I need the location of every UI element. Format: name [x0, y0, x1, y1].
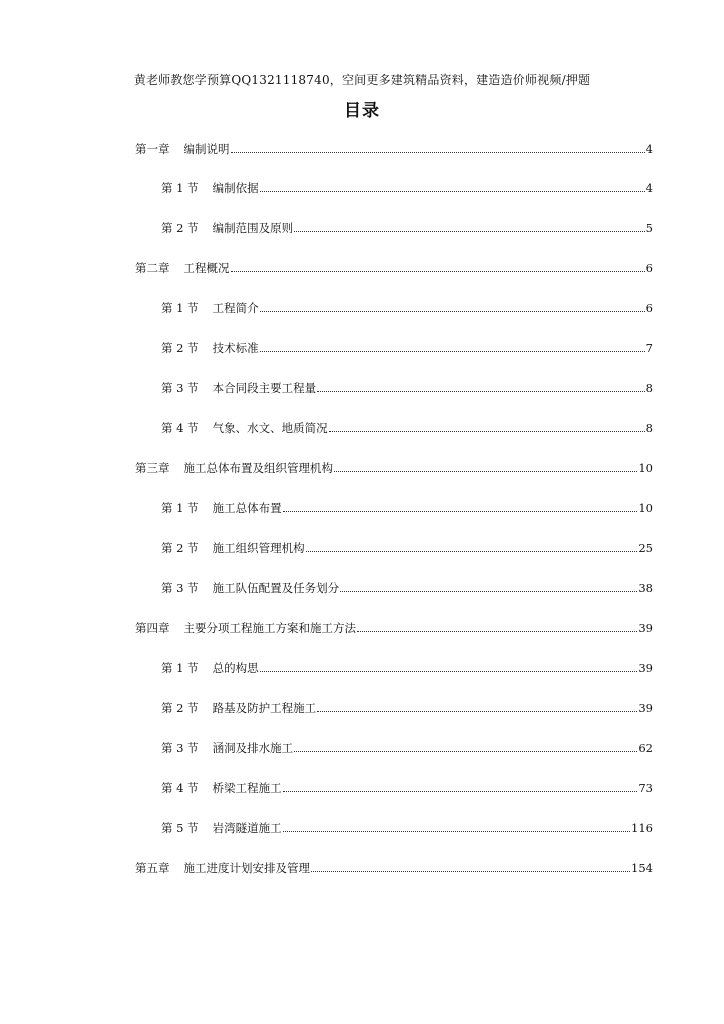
toc-entry-title: 施工队伍配置及任务划分 [212, 581, 340, 595]
toc-entry-title: 施工组织管理机构 [212, 541, 305, 555]
toc-entry-page: 5 [645, 221, 653, 235]
toc-entry-section-2-3[interactable] [161, 380, 653, 398]
toc-entry-title: 总的构思 [212, 661, 259, 675]
toc-entry-page: 4 [645, 142, 653, 156]
toc-entry-label: 第 2 节 [161, 221, 199, 235]
toc-entry-label: 第 3 节 [161, 581, 199, 595]
toc-entry-section-2-4[interactable] [161, 420, 653, 438]
toc-entry-chapter-5[interactable] [135, 860, 653, 878]
toc-entry-title: 本合同段主要工程量 [212, 381, 317, 395]
dot-leader [283, 511, 638, 512]
toc-entry-page: 8 [645, 421, 653, 435]
dot-leader [294, 751, 637, 752]
toc-entry-label: 第 2 节 [161, 341, 199, 355]
toc-entry-title: 岩湾隧道施工 [212, 821, 282, 835]
toc-entry-page: 39 [638, 701, 653, 715]
page-header: 黄老师教您学预算QQ1321118740，空间更多建筑精品资料，建造造价师视频/押题 [133, 73, 591, 87]
toc-entry-label: 第一章 [135, 142, 170, 156]
toc-entry-chapter-3[interactable] [135, 460, 653, 478]
toc-entry-title: 编制说明 [183, 142, 230, 156]
toc-entry-title: 技术标准 [212, 341, 259, 355]
toc-entry-title: 涵洞及排水施工 [212, 741, 294, 755]
toc-entry-page: 62 [638, 741, 653, 755]
toc-entry-section-3-3[interactable] [161, 580, 653, 598]
toc-entry-label: 第四章 [135, 621, 170, 635]
toc-entry-chapter-1[interactable] [135, 141, 653, 159]
toc-entry-label: 第 1 节 [161, 501, 199, 515]
toc-entry-section-2-1[interactable] [161, 300, 653, 318]
toc-entry-page: 154 [631, 861, 653, 875]
toc-entry-title: 气象、水文、地质简况 [212, 421, 328, 435]
toc-entry-label: 第 2 节 [161, 541, 199, 555]
toc-entry-chapter-2[interactable] [135, 260, 653, 278]
toc-entry-section-4-4[interactable] [161, 780, 653, 798]
dot-leader [340, 591, 637, 592]
toc-entry-section-4-5[interactable] [161, 820, 653, 838]
toc-entry-title: 主要分项工程施工方案和施工方法 [183, 621, 356, 635]
dot-leader [260, 311, 645, 312]
dot-leader [231, 152, 645, 153]
dot-leader [329, 431, 645, 432]
toc-entry-page: 7 [645, 341, 653, 355]
toc-entry-section-1-1[interactable] [161, 180, 653, 198]
dot-leader [260, 671, 638, 672]
toc-entry-title: 工程简介 [212, 301, 259, 315]
toc-entry-page: 25 [638, 541, 653, 555]
toc-entry-title: 编制依据 [212, 181, 259, 195]
dot-leader [294, 231, 645, 232]
toc-entry-label: 第 1 节 [161, 301, 199, 315]
toc-entry-section-4-1[interactable] [161, 660, 653, 678]
dot-leader [231, 271, 645, 272]
dot-leader [283, 791, 638, 792]
toc-entry-title: 工程概况 [183, 261, 230, 275]
toc-entry-label: 第 2 节 [161, 701, 199, 715]
toc-entry-label: 第 1 节 [161, 661, 199, 675]
toc-entry-title: 路基及防护工程施工 [212, 701, 317, 715]
toc-entry-page: 6 [645, 261, 653, 275]
dot-leader [357, 631, 637, 632]
toc-entry-title: 施工总体布置 [212, 501, 282, 515]
toc-entry-title: 施工总体布置及组织管理机构 [183, 461, 333, 475]
dot-leader [317, 711, 637, 712]
toc-entry-label: 第二章 [135, 261, 170, 275]
toc-entry-label: 第三章 [135, 461, 170, 475]
toc-entry-page: 10 [638, 461, 653, 475]
toc-entry-section-1-2[interactable] [161, 220, 653, 238]
dot-leader [260, 191, 645, 192]
toc-entry-label: 第 5 节 [161, 821, 199, 835]
dot-leader [260, 351, 645, 352]
toc-entry-page: 39 [638, 621, 653, 635]
toc-entry-label: 第 4 节 [161, 781, 199, 795]
toc-entry-section-4-2[interactable] [161, 700, 653, 718]
toc-entry-label: 第 3 节 [161, 741, 199, 755]
toc-entry-label: 第五章 [135, 861, 170, 875]
toc-entry-section-2-2[interactable] [161, 340, 653, 358]
toc-entry-label: 第 3 节 [161, 381, 199, 395]
toc-entry-page: 116 [631, 821, 653, 835]
dot-leader [317, 391, 645, 392]
toc-entry-chapter-4[interactable] [135, 620, 653, 638]
toc-entry-label: 第 1 节 [161, 181, 199, 195]
toc-entry-page: 39 [638, 661, 653, 675]
dot-leader [334, 471, 637, 472]
toc-entry-title: 施工进度计划安排及管理 [183, 861, 310, 875]
toc-entry-page: 38 [638, 581, 653, 595]
toc-entry-page: 10 [638, 501, 653, 515]
toc-entry-page: 73 [638, 781, 653, 795]
toc-entry-page: 6 [645, 301, 653, 315]
toc-entry-section-3-2[interactable] [161, 540, 653, 558]
dot-leader [306, 551, 638, 552]
toc-entry-page: 4 [645, 181, 653, 195]
toc-entry-section-3-1[interactable] [161, 500, 653, 518]
dot-leader [283, 831, 630, 832]
toc-entry-page: 8 [645, 381, 653, 395]
toc-entry-section-4-3[interactable] [161, 740, 653, 758]
toc-entry-title: 编制范围及原则 [212, 221, 294, 235]
toc-entry-title: 桥梁工程施工 [212, 781, 282, 795]
toc-title: 目录 [344, 101, 380, 121]
toc-entry-label: 第 4 节 [161, 421, 199, 435]
dot-leader [311, 871, 630, 872]
